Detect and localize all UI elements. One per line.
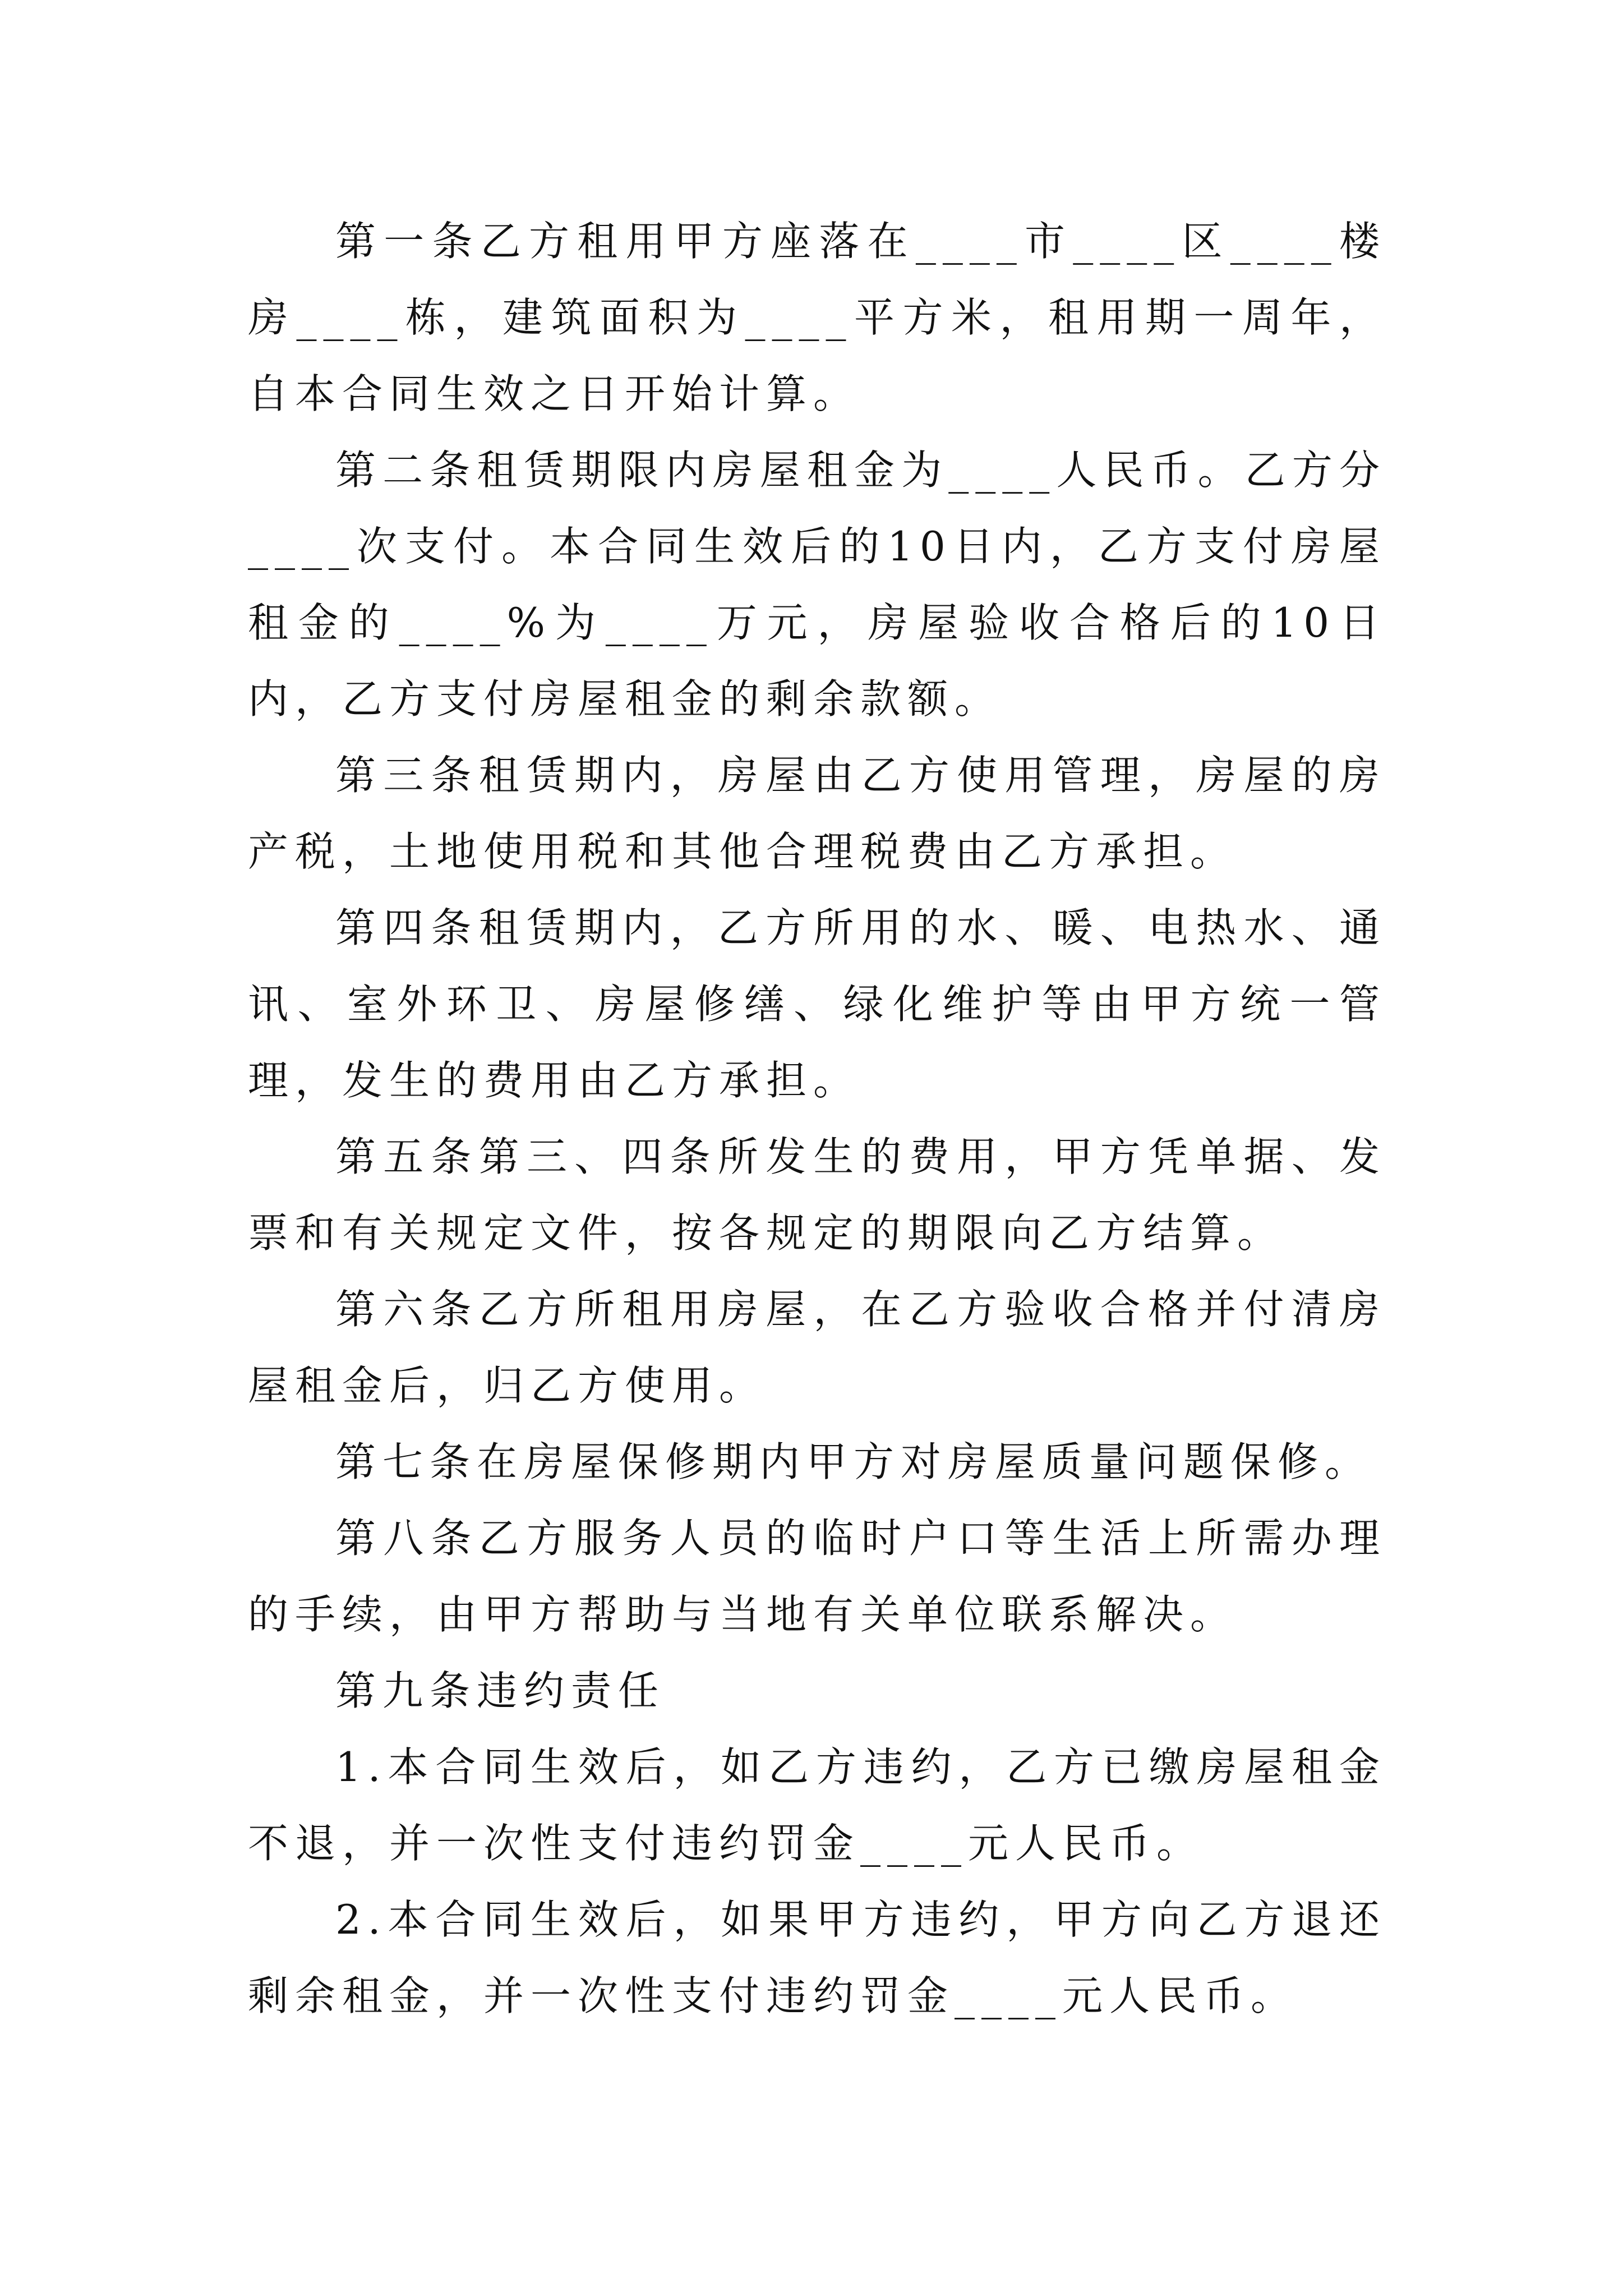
clause-2-paragraph: 第二条租赁期限内房屋租金为____人民币。乙方分____次支付。本合同生效后的10日内，乙方支付房屋租金的____%为____万元，房屋验收合格后的10日内，乙方支付房屋租金的剩余款额。: [248, 447, 1386, 723]
clause-4-paragraph: 第四条租赁期内，乙方所用的水、暖、电热水、通讯、室外环卫、房屋修缮、绿化维护等由甲方统一管理，发生的费用由乙方承担。: [248, 904, 1386, 1104]
clause-7-paragraph: 第七条在房屋保修期内甲方对房屋质量问题保修。: [335, 1438, 1372, 1485]
clause-9-item-1: 1.本合同生效后，如乙方违约，乙方已缴房屋租金不退，并一次性支付违约罚金____元人民币。: [248, 1743, 1386, 1867]
contract-body: [248, 203, 1386, 2034]
clause-1-paragraph: 第一条乙方租用甲方座落在____市____区____楼房____栋，建筑面积为____平方米，租用期一周年，自本合同生效之日开始计算。: [248, 218, 1386, 417]
clause-6-paragraph: 第六条乙方所租用房屋，在乙方验收合格并付清房屋租金后，归乙方使用。: [248, 1286, 1386, 1409]
clause-3-paragraph: 第三条租赁期内，房屋由乙方使用管理，房屋的房产税，土地使用税和其他合理税费由乙方承担。: [248, 752, 1386, 875]
clause-9-item-2: 2.本合同生效后，如果甲方违约，甲方向乙方退还剩余租金，并一次性支付违约罚金____元人民币。: [248, 1896, 1386, 2019]
clause-9-heading: 第九条违约责任: [335, 1667, 666, 1714]
clause-8-paragraph: 第八条乙方服务人员的临时户口等生活上所需办理的手续，由甲方帮助与当地有关单位联系解决。: [248, 1515, 1386, 1638]
clause-5-paragraph: 第五条第三、四条所发生的费用，甲方凭单据、发票和有关规定文件，按各规定的期限向乙方结算。: [248, 1133, 1386, 1257]
